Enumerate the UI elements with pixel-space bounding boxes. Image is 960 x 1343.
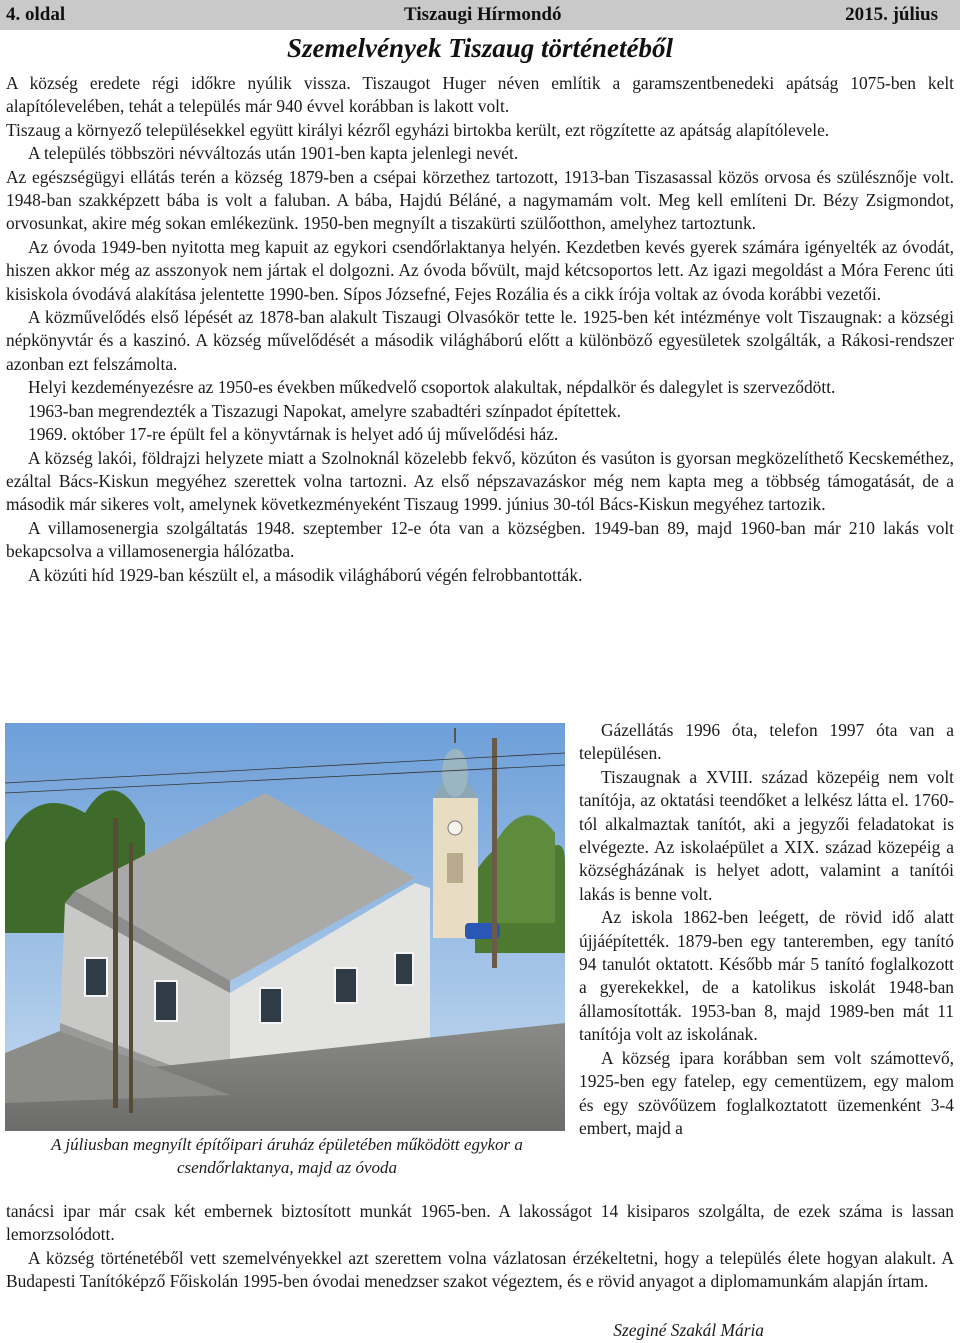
paragraph: A villamosenergia szolgáltatás 1948. szeptember 12-e óta van a községben. 1949-ban 89, majd 1960-ban már 210 lakás volt bekapcsolva a villamosenergia hálózatba. bbox=[6, 517, 954, 562]
author-signature: Szeginé Szakál Mária bbox=[613, 1320, 764, 1340]
paragraph: Az egészségügyi ellátás terén a község 1879-ben a csépai körzethez tartozott, 1913-ban Tiszasassal közös orvosa és szülésznője volt. 1948-ban szakképzett bába is volt a faluban. A bába, Hajdú Béláné, a nagymamám volt. Meg kell említeni Dr. Bézy Zsigmondot, orvosunkat, akire még sokan emlékezünk. 1950-ben megnyílt a tiszakürti szülőotthon, amelyhez tartoztunk. bbox=[6, 166, 954, 234]
building-photo bbox=[5, 723, 565, 1131]
paragraph: A község történetéből vett szemelvényekkel azt szerettem volna vázlatosan érzékeltetni, hogy a település élete hogyan alakult. A Budapesti Tanítóképző Főiskolán 1995-ben óvodai menedzser szakot végeztem, és e rövid anyagot a diplomamunkám alapján írtam. bbox=[6, 1247, 954, 1292]
paragraph: Tiszaug a környező településekkel együtt királyi kézről egyházi birtokba került, ezt rögzítette az apátság alapítólevele. bbox=[6, 119, 830, 140]
page-number: 4. oldal bbox=[6, 4, 66, 25]
paragraph: A közművelődés első lépését az 1878-ban alakult Tiszaugi Olvasókör tette le. 1925-ben két intézménye volt Tiszaugnak: a községi népkönyvtár és a kaszinó. A község művelődését a második világháború előtt a különböző egyesületek szolgálták, a Rákosi-rendszer azonban ezt felszámolta. bbox=[6, 307, 954, 374]
article-body-outro bbox=[6, 1200, 954, 1294]
paragraph: A község ipara korábban sem volt számottevő, 1925-ben egy fatelep, egy cementüzem, egy malom és egy szövőüzem foglalkoztatott üzemenként 3-4 embert, majd a bbox=[579, 1047, 954, 1138]
paragraph: Gázellátás 1996 óta, telefon 1997 óta van a településen. bbox=[579, 720, 954, 764]
paragraph-continuation: tanácsi ipar már csak két embernek biztosított munkát 1965-ben. A lakosságot 14 kisiparos szolgálta, de ezek száma is lassan lemorzsolódott. bbox=[6, 1201, 954, 1245]
paragraph: A település többszöri névváltozás után 1901-ben kapta jelenlegi nevét. bbox=[28, 143, 519, 164]
photo-caption: A júliusban megnyílt építőipari áruház épületében működött egykor a csendőrlaktanya, majd az óvoda bbox=[51, 1135, 523, 1177]
paragraph: 1969. október 17-re épült fel a könyvtárnak is helyet adó új művelődési ház. bbox=[28, 424, 559, 445]
paragraph: Az óvoda 1949-ben nyitotta meg kapuit az egykori csendőrlaktanya helyén. Kezdetben kevés gyerek számára igényelték az óvodát, hiszen akkor még az asszonyok nem jártak el dolgozni. Az óvoda bővült, majd kétcsoportos lett. Az igazi megoldást a Móra Ferenc úti kisiskola óvodává alakítása jelentette 1990-ben. Sípos Józsefné, Fejes Rozália és a cikk írója voltak az óvoda korábbi vezetői. bbox=[6, 236, 954, 304]
article-body-intro bbox=[6, 72, 954, 587]
paragraph: Tiszaugnak a XVIII. század közepéig nem volt tanítója, az oktatási teendőket a lelkész látta el. 1760-tól alkalmaztak tanítót, aki a jegyzői feladatokat is elvégezte. Az iskolaépület a XIX. század közepéig a községházának is helyet adott, valamint a tanítói lakás is benne volt. bbox=[579, 766, 954, 904]
article-body-side-column bbox=[579, 719, 954, 1140]
issue-date: 2015. július bbox=[845, 4, 938, 25]
paragraph: A közúti híd 1929-ban készült el, a második világháború végén felrobbantották. bbox=[28, 564, 583, 585]
publication-name: Tiszaugi Hírmondó bbox=[404, 4, 562, 25]
paragraph: A község lakói, földrajzi helyzete miatt a Szolnoknál közelebb fekvő, közúton és vasúton is gyorsan megközelíthető Kecskeméthez, ezáltal Bács-Kiskun megyéhez szerettek volna tartozni. Az első népszavazáskor még nem kapta meg a többség támogatását, de a második már sikeres volt, amelynek következményeként Tiszaug 1999. június 30-tól Bács-Kiskun megyéhez tartozik. bbox=[6, 447, 954, 515]
page-header bbox=[0, 0, 960, 30]
paragraph: A község eredete régi időkre nyúlik vissza. Tiszaugot Huger néven említik a garamszentbenedeki apátság 1075-ben kelt alapítólevelében, tehát a település már 940 évvel korábban is lakott volt. bbox=[6, 73, 954, 117]
paragraph: Az iskola 1862-ben leégett, de rövid idő alatt újjáépítették. 1879-ben egy tanteremben, egy tanító 94 tanulót oktatott. Később már 5 tanító foglalkozott a gyerekekkel, de a katolikus iskolát 1948-ban államosították. 1953-ban 8, majd 1989-ben mát 11 tanítója volt az iskolának. bbox=[579, 907, 954, 1045]
article-title: Szemelvények Tiszaug történetéből bbox=[287, 33, 673, 63]
paragraph: Helyi kezdeményezésre az 1950-es években műkedvelő csoportok alakultak, népdalkör és dalegylet is szerveződött. bbox=[28, 377, 836, 398]
paragraph: 1963-ban megrendezték a Tiszazugi Napokat, amelyre szabadtéri színpadot építettek. bbox=[28, 400, 622, 421]
